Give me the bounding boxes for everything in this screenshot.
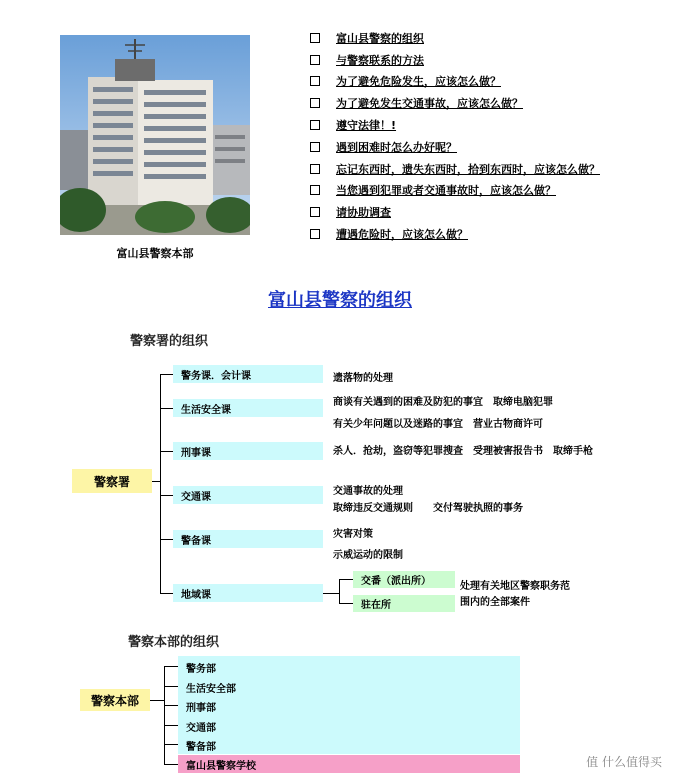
topic-link[interactable]: 遭遇危险时，应该怎么做？ [336, 228, 468, 242]
watermark: 值 什么值得买 [586, 755, 662, 769]
division-description: 取缔违反交通规则 交付驾驶执照的事务 [333, 503, 523, 514]
list-item[interactable] [310, 201, 600, 223]
division-box: 交通课 [173, 486, 323, 504]
checkbox-icon [310, 55, 320, 65]
connector-line [160, 374, 161, 594]
division-description: 有关少年问题以及迷路的事宜 营业古物商许可 [333, 419, 543, 430]
department-label: 警务部 [186, 664, 216, 675]
hq-departments-panel [178, 656, 520, 754]
topic-link[interactable]: 为了避免危险发生，应该怎么做？ [336, 75, 501, 89]
checkbox-icon [310, 207, 320, 217]
checkbox-icon [310, 76, 320, 86]
checkbox-icon [310, 164, 320, 174]
topic-link[interactable]: 为了避免发生交通事故，应该怎么做？ [336, 97, 523, 111]
list-item[interactable] [310, 71, 600, 93]
list-item[interactable] [310, 49, 600, 71]
department-label: 警备部 [186, 742, 216, 753]
topic-link[interactable]: 与警察联系的方法 [336, 53, 424, 67]
connector-line [160, 593, 173, 594]
sub-unit-description: 围内的全部案件 [460, 597, 530, 608]
hq-root-box: 警察本部 [80, 689, 150, 711]
division-description: 遗落物的处理 [333, 373, 393, 384]
division-box: 刑事课 [173, 442, 323, 460]
connector-line [160, 495, 173, 496]
police-academy-box: 富山县警察学校 [178, 755, 520, 773]
division-box: 警务课．会计课 [173, 365, 323, 383]
topic-link[interactable]: 当您遇到犯罪或者交通事故时，应该怎么做？ [336, 184, 556, 198]
connector-line [164, 686, 178, 687]
connector-line [164, 666, 165, 765]
station-org-heading: 警察署的组织 [130, 334, 209, 349]
list-item[interactable] [310, 136, 600, 158]
connector-line [164, 666, 178, 667]
division-box: 地域课 [173, 584, 323, 602]
topic-link[interactable]: 遇到困难时怎么办好呢？ [336, 140, 457, 154]
connector-line [339, 579, 353, 580]
list-item[interactable] [310, 158, 600, 180]
topic-link[interactable]: 遵守法律！! [336, 119, 397, 133]
division-description: 交通事故的处理 [333, 486, 403, 497]
topic-link[interactable]: 请协助调查 [336, 206, 391, 220]
department-label: 生活安全部 [186, 684, 236, 695]
headquarters-photo [60, 35, 250, 235]
connector-line [150, 700, 164, 701]
connector-line [164, 725, 178, 726]
topic-link-list [310, 27, 600, 245]
checkbox-icon [310, 98, 320, 108]
list-item[interactable] [310, 92, 600, 114]
hq-org-heading: 警察本部的组织 [128, 635, 220, 650]
department-label: 交通部 [186, 723, 216, 734]
division-box: 警备课 [173, 530, 323, 548]
connector-line [164, 764, 178, 765]
sub-unit-box: 交番（派出所） [353, 571, 455, 588]
department-label: 刑事部 [186, 703, 216, 714]
list-item[interactable] [310, 223, 600, 245]
checkbox-icon [310, 229, 320, 239]
connector-line [339, 603, 353, 604]
division-description: 杀人．抢劫，盗窃等犯罪搜查 受理被害报告书 取缔手枪 [333, 446, 593, 457]
connector-line [160, 374, 173, 375]
topic-link[interactable]: 富山县警察的组织 [336, 31, 424, 45]
list-item[interactable] [310, 114, 600, 136]
division-box: 生活安全课 [173, 399, 323, 417]
connector-line [160, 408, 173, 409]
checkbox-icon [310, 185, 320, 195]
page-title[interactable]: 富山县警察的组织 [268, 290, 412, 311]
list-item[interactable] [310, 180, 600, 202]
photo-caption: 富山县警察本部 [116, 247, 194, 260]
division-description: 商谈有关遇到的困难及防犯的事宜 取缔电脑犯罪 [333, 397, 553, 408]
connector-line [323, 593, 339, 594]
topic-link[interactable]: 忘记东西时，遗失东西时，拾到东西时，应该怎么做？ [336, 162, 600, 176]
connector-line [339, 579, 340, 604]
sub-unit-description: 处理有关地区警察职务范 [460, 581, 570, 592]
connector-line [164, 744, 178, 745]
sub-unit-box: 驻在所 [353, 595, 455, 612]
division-description: 灾害对策 [333, 529, 373, 540]
connector-line [160, 539, 173, 540]
connector-line [164, 705, 178, 706]
checkbox-icon [310, 120, 320, 130]
connector-line [160, 451, 173, 452]
division-description: 示威运动的限制 [333, 550, 403, 561]
connector-line [152, 481, 160, 482]
list-item[interactable] [310, 27, 600, 49]
station-root-box: 警察署 [72, 469, 152, 493]
checkbox-icon [310, 33, 320, 43]
checkbox-icon [310, 142, 320, 152]
